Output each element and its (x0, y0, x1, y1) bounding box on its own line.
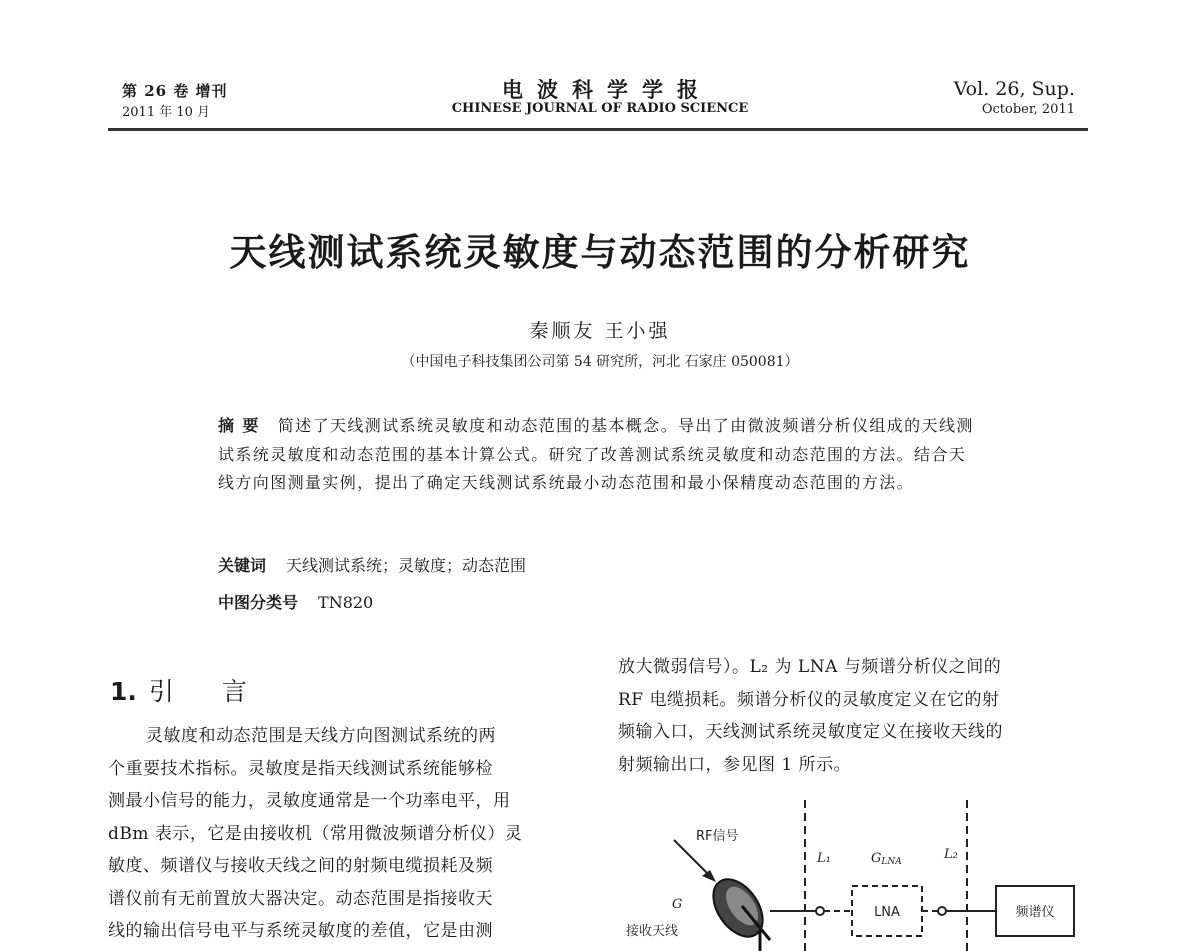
body-line: 放大微弱信号）。L₂ 为 LNA 与频谱分析仪之间的 (618, 657, 1002, 677)
receive-antenna-dish-icon (703, 870, 772, 951)
body-line: 射频输出口，参见图 1 所示。 (618, 754, 852, 775)
right-column (618, 651, 1088, 781)
body-line: 敏度、频谱仪与接收天线之间的射频电缆损耗及频 (108, 856, 493, 876)
body-line: RF 电缆损耗。频谱分析仪的灵敏度定义在它的射 (618, 689, 1000, 710)
paper-affiliation: （中国电子科技集团公司第 54 研究所，河北 石家庄 050081） (401, 354, 799, 370)
body-line: 灵敏度和动态范围是天线方向图测试系统的两 (146, 726, 496, 746)
receive-antenna-label: 接收天线 (626, 924, 679, 939)
g-lna-label-sub: LNA (881, 857, 902, 867)
header-date-cn: 2011 年 10 月 (122, 105, 211, 120)
section-title: 引 言 (148, 677, 267, 706)
journal-title-en: CHINESE JOURNAL OF RADIO SCIENCE (451, 101, 749, 116)
rf-signal-label: RF信号 (696, 829, 739, 844)
body-line: 测最小信号的能力，灵敏度通常是一个功率电平，用 (108, 791, 511, 811)
header-volume-en: Vol. 26, Sup. (953, 78, 1075, 100)
abstract-label: 摘 要 (218, 416, 260, 435)
spectrum-analyzer-label: 频谱仪 (1015, 905, 1055, 920)
antenna-gain-label: G (672, 897, 683, 912)
left-column (108, 720, 588, 948)
rf-signal-arrowhead (702, 870, 716, 882)
body-line: dBm 表示，它是由接收机（常用微波频谱分析仪）灵 (108, 823, 523, 844)
body-line: 线的输出信号电平与系统灵敏度的差值，它是由测 (108, 921, 493, 941)
section-heading (110, 672, 267, 708)
paper-authors: 秦顺友 王小强 (529, 320, 671, 342)
body-line: 频输入口，天线测试系统灵敏度定义在接收天线的 (618, 722, 1003, 742)
header-date-en: October, 2011 (981, 102, 1075, 117)
classification-label: 中图分类号 (218, 593, 299, 612)
g-lna-label (871, 851, 902, 867)
connector-icon (938, 907, 946, 915)
abstract (218, 412, 983, 498)
body-line: 个重要技术指标。灵敏度是指天线测试系统能够检 (108, 758, 493, 779)
section-number: 1. (110, 677, 137, 706)
classification-code: TN820 (318, 593, 374, 612)
lna-box-label: LNA (874, 905, 900, 920)
l2-label: L₂ (944, 847, 958, 862)
body-line: 谱仪前有无前置放大器决定。动态范围是指接收天 (108, 888, 493, 909)
l1-label: L₁ (817, 851, 831, 866)
figure-1-diagram (610, 800, 1090, 951)
keywords-text: 天线测试系统；灵敏度；动态范围 (286, 556, 527, 575)
g-lna-label-g: G (871, 851, 882, 866)
abstract-text: 简述了天线测试系统灵敏度和动态范围的基本概念。导出了由微波频谱分析仪组成的天线测试系统灵敏度和动态范围的基本计算公式。研究了改善测试系统灵敏度和动态范围的方法。结合天线方向图测量实例，提出了确定天线测试系统最小动态范围和最小保精度动态范围的方法。 (218, 416, 974, 493)
header-volume-cn: 第 26 卷 增刊 (122, 82, 228, 100)
header-rule (108, 128, 1088, 131)
keywords (218, 553, 526, 576)
journal-title-cn: 电波科学学报 (502, 77, 712, 102)
classification (218, 590, 373, 613)
paper-title: 天线测试系统灵敏度与动态范围的分析研究 (229, 231, 971, 274)
keywords-label: 关键词 (218, 556, 267, 575)
connector-icon (816, 907, 824, 915)
rf-signal-arrow (674, 840, 710, 876)
